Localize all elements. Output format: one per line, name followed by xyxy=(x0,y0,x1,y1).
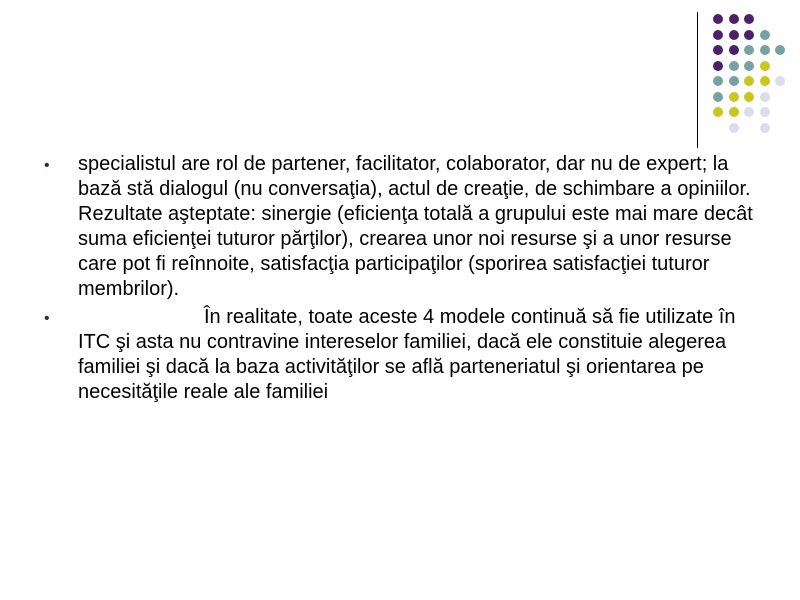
decorative-dot-olive xyxy=(760,76,770,86)
bullet-list xyxy=(40,152,760,408)
decorative-dot-purple xyxy=(729,14,739,24)
bullet-dot-icon: • xyxy=(44,310,50,327)
decorative-dot-purple xyxy=(713,30,723,40)
decorative-dot-purple xyxy=(744,30,754,40)
decorative-dot-lavender xyxy=(760,107,770,117)
decorative-dot-lavender xyxy=(775,76,785,86)
decorative-dot-lavender xyxy=(760,92,770,102)
decorative-dot-olive xyxy=(744,76,754,86)
decorative-dot-lavender xyxy=(760,123,770,133)
decorative-dot-grid xyxy=(0,0,800,150)
bullet-text-2: În realitate, toate aceste 4 modele continuă să fie utilizate în ITC şi asta nu contravine intereselor familiei, dacă ele constituie alegerea familiei şi dacă la baza activităţilor se află parteneriatul şi orientarea pe necesităţile reale ale familiei xyxy=(78,306,736,403)
decorative-dot-purple xyxy=(729,30,739,40)
decorative-dot-teal xyxy=(760,45,770,55)
decorative-dot-purple xyxy=(744,14,754,24)
decorative-dot-purple xyxy=(713,61,723,71)
bullet-text-1: specialistul are rol de partener, facilitator, colaborator, dar nu de expert; la bază stă dialogul (nu conversaţia), actul de creaţie, de schimbare a opiniilor. Rezultate aşteptate: sinergie (eficienţa totală a grupului este mai mare decât suma eficienţei tuturor părţilor), crearea unor noi resurse şi a unor resurse care pot fi reînnoite, satisfacţia participaţilor (sporirea satisfacţiei tuturor membrilor). xyxy=(78,153,753,300)
decorative-dot-teal xyxy=(744,61,754,71)
decorative-dot-olive xyxy=(729,92,739,102)
decorative-dot-purple xyxy=(713,45,723,55)
decorative-dot-teal xyxy=(760,30,770,40)
decorative-dot-olive xyxy=(729,107,739,117)
decorative-dot-teal xyxy=(729,76,739,86)
decorative-dot-teal xyxy=(713,92,723,102)
decorative-dot-lavender xyxy=(729,123,739,133)
decorative-dot-lavender xyxy=(744,107,754,117)
bullet-item-2 xyxy=(40,305,760,405)
decorative-dot-teal xyxy=(713,76,723,86)
decorative-dot-purple xyxy=(713,14,723,24)
bullet-item-1 xyxy=(40,152,760,302)
decorative-vertical-line xyxy=(697,12,698,148)
decorative-dot-purple xyxy=(729,45,739,55)
decorative-dot-olive xyxy=(713,107,723,117)
decorative-dot-olive xyxy=(744,92,754,102)
bullet-dot-icon: • xyxy=(44,157,50,174)
decorative-dot-olive xyxy=(760,61,770,71)
decorative-dot-teal xyxy=(775,45,785,55)
decorative-dot-teal xyxy=(729,61,739,71)
decorative-dot-teal xyxy=(744,45,754,55)
